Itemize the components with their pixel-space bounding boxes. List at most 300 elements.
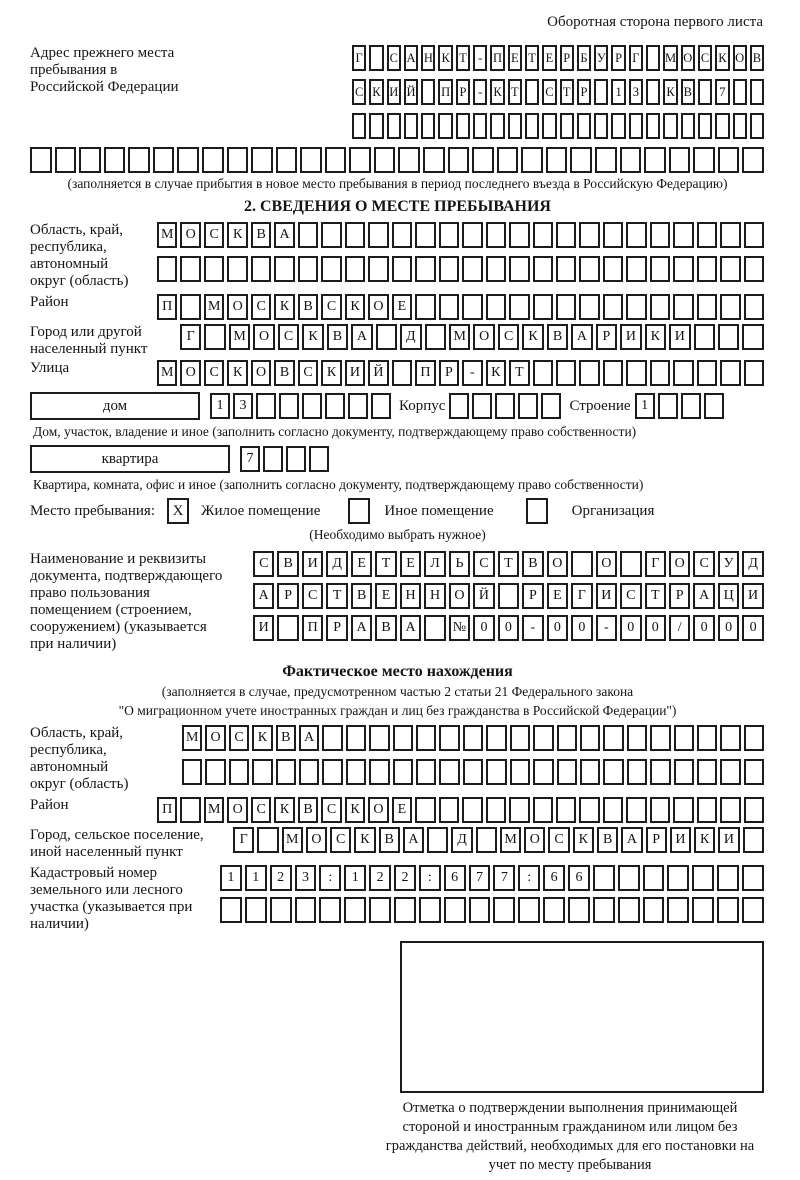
- char-cell: Ь: [449, 551, 470, 577]
- actual-city-label: Город, сельское поселение, иной населенный пункт: [30, 827, 204, 860]
- checkbox-residential: X: [167, 498, 189, 524]
- char-cell: Л: [424, 551, 445, 577]
- char-cell: 0: [547, 615, 568, 641]
- char-cell: К: [715, 45, 729, 71]
- char-cell: 7: [240, 446, 260, 472]
- char-cell: Р: [326, 615, 347, 641]
- char-cell: [579, 797, 599, 823]
- char-cell: [486, 294, 506, 320]
- char-cell: [650, 725, 670, 751]
- char-cell: [533, 294, 553, 320]
- char-cell: В: [351, 583, 372, 609]
- char-cell: [427, 827, 448, 853]
- char-cell: [594, 113, 608, 139]
- stamp-caption: Отметка о подтверждении выполнения принимающей стороной и иностранным гражданином или лицом без гражданства действий, необходимых для его постановки на учет по месту пребывания: [385, 1100, 755, 1173]
- char-cell: [439, 759, 459, 785]
- char-cell: [667, 897, 689, 923]
- char-cell: [742, 865, 764, 891]
- section2-title: 2. СВЕДЕНИЯ О МЕСТЕ ПРЕБЫВАНИЯ: [244, 198, 551, 215]
- char-cell: [697, 256, 717, 282]
- char-cell: М: [449, 324, 470, 350]
- char-cell: В: [522, 551, 543, 577]
- char-cell: К: [274, 294, 294, 320]
- char-cell: [533, 360, 553, 386]
- char-cell: П: [157, 797, 177, 823]
- char-cell: [627, 725, 647, 751]
- char-cell: К: [252, 725, 272, 751]
- char-cell: У: [718, 551, 739, 577]
- char-cell: [202, 147, 224, 173]
- char-cell: [644, 147, 666, 173]
- char-cell: Й: [368, 360, 388, 386]
- cadastre-label: Кадастровый номер земельного или лесного участка (указывается при наличии): [30, 865, 193, 932]
- char-cell: -: [473, 79, 487, 105]
- char-cell: [720, 725, 740, 751]
- char-cell: [180, 797, 200, 823]
- char-cell: [620, 551, 641, 577]
- char-cell: О: [227, 294, 247, 320]
- char-cell: Н: [421, 45, 435, 71]
- char-cell: О: [227, 797, 247, 823]
- char-cell: У: [594, 45, 608, 71]
- char-cell: [650, 222, 670, 248]
- char-cell: [415, 294, 435, 320]
- char-cell: [416, 725, 436, 751]
- char-cell: [744, 759, 764, 785]
- char-cell: К: [490, 79, 504, 105]
- district-label: Район: [30, 294, 69, 310]
- char-cell: Е: [400, 551, 421, 577]
- char-cell: [525, 79, 539, 105]
- char-cell: С: [204, 360, 224, 386]
- char-cell: [692, 897, 714, 923]
- char-cell: 2: [394, 865, 416, 891]
- char-cell: [673, 797, 693, 823]
- char-cell: А: [274, 222, 294, 248]
- char-cell: [594, 79, 608, 105]
- char-cell: И: [387, 79, 401, 105]
- char-cell: О: [180, 222, 200, 248]
- char-cell: [646, 45, 660, 71]
- actual-region-block: [30, 725, 765, 793]
- char-cell: [560, 113, 574, 139]
- char-cell: М: [229, 324, 250, 350]
- char-cell: [398, 147, 420, 173]
- char-cell: [546, 147, 568, 173]
- region-label: Область, край, республика, автономный округ (область): [30, 222, 129, 289]
- char-cell: [319, 897, 341, 923]
- char-cell: К: [486, 360, 506, 386]
- char-cell: [603, 222, 623, 248]
- char-cell: [595, 147, 617, 173]
- char-cell: [276, 147, 298, 173]
- char-cell: С: [693, 551, 714, 577]
- char-cell: [603, 294, 623, 320]
- char-cell: [498, 583, 519, 609]
- char-cell: Т: [560, 79, 574, 105]
- char-cell: [579, 256, 599, 282]
- city-block: [30, 324, 765, 358]
- char-cell: 1: [611, 79, 625, 105]
- char-cell: Г: [180, 324, 201, 350]
- char-cell: [646, 79, 660, 105]
- char-cell: М: [157, 222, 177, 248]
- char-cell: [557, 725, 577, 751]
- char-cell: К: [354, 827, 375, 853]
- char-cell: А: [404, 45, 418, 71]
- char-cell: С: [204, 222, 224, 248]
- char-cell: И: [253, 615, 274, 641]
- char-cell: С: [498, 324, 519, 350]
- char-cell: Е: [351, 551, 372, 577]
- stay-type-note: (Необходимо выбрать нужное): [309, 527, 486, 542]
- char-cell: [456, 113, 470, 139]
- char-cell: [439, 222, 459, 248]
- char-cell: М: [500, 827, 521, 853]
- char-cell: 1: [220, 865, 242, 891]
- char-cell: [620, 147, 642, 173]
- char-cell: [704, 393, 724, 419]
- actual-location-note-1: (заполняется в случае, предусмотренном частью 2 статьи 21 Федерального закона: [161, 684, 634, 699]
- char-cell: [733, 79, 747, 105]
- char-cell: [557, 759, 577, 785]
- char-cell: [416, 759, 436, 785]
- char-cell: А: [403, 827, 424, 853]
- char-cell: [744, 360, 764, 386]
- char-cell: [277, 615, 298, 641]
- char-cell: [462, 222, 482, 248]
- char-cell: Н: [424, 583, 445, 609]
- char-cell: Й: [473, 583, 494, 609]
- char-cell: /: [669, 615, 690, 641]
- char-cell: 6: [543, 865, 565, 891]
- document-label: Наименование и реквизиты документа, подтверждающего право пользования помещением (строением, сооружением) (указывается при наличии): [30, 551, 223, 652]
- char-cell: [425, 324, 446, 350]
- char-cell: О: [596, 551, 617, 577]
- char-cell: [462, 256, 482, 282]
- char-cell: [251, 147, 273, 173]
- char-cell: С: [387, 45, 401, 71]
- char-cell: [393, 725, 413, 751]
- char-cell: Р: [611, 45, 625, 71]
- char-cell: [392, 222, 412, 248]
- char-cell: [298, 256, 318, 282]
- char-cell: [556, 222, 576, 248]
- char-cell: В: [375, 615, 396, 641]
- actual-district-block: [30, 797, 765, 823]
- char-cell: С: [321, 797, 341, 823]
- char-cell: [486, 759, 506, 785]
- char-cell: [104, 147, 126, 173]
- char-cell: Т: [456, 45, 470, 71]
- char-cell: Р: [577, 79, 591, 105]
- char-cell: В: [298, 797, 318, 823]
- char-cell: [681, 113, 695, 139]
- char-cell: [473, 113, 487, 139]
- char-cell: К: [345, 294, 365, 320]
- char-cell: [533, 256, 553, 282]
- char-cell: [415, 256, 435, 282]
- char-cell: [568, 897, 590, 923]
- char-cell: [368, 256, 388, 282]
- char-cell: [718, 147, 740, 173]
- char-cell: [348, 393, 368, 419]
- char-cell: [518, 393, 538, 419]
- char-cell: [717, 897, 739, 923]
- char-cell: [462, 294, 482, 320]
- char-cell: [205, 759, 225, 785]
- char-cell: С: [542, 79, 556, 105]
- char-cell: [698, 79, 712, 105]
- char-cell: [157, 256, 177, 282]
- char-cell: Т: [525, 45, 539, 71]
- actual-region-label: Область, край, республика, автономный округ (область): [30, 725, 129, 792]
- char-cell: О: [253, 324, 274, 350]
- char-cell: [204, 256, 224, 282]
- char-cell: [629, 113, 643, 139]
- korpus-label: Корпус: [399, 397, 446, 414]
- char-cell: [556, 256, 576, 282]
- char-cell: [603, 360, 623, 386]
- char-cell: [345, 222, 365, 248]
- actual-location-note-2: "О миграционном учете иностранных граждан и лиц без гражданства в Российской Федерации"): [118, 703, 677, 718]
- char-cell: [495, 393, 515, 419]
- char-cell: Н: [400, 583, 421, 609]
- char-cell: [423, 147, 445, 173]
- char-cell: О: [681, 45, 695, 71]
- char-cell: [486, 797, 506, 823]
- actual-region-row-2: [182, 759, 764, 785]
- stroenie-label: Строение: [569, 397, 631, 414]
- char-cell: К: [274, 797, 294, 823]
- char-cell: В: [251, 222, 271, 248]
- char-cell: [415, 222, 435, 248]
- char-cell: Г: [629, 45, 643, 71]
- char-cell: Т: [509, 360, 529, 386]
- char-cell: [128, 147, 150, 173]
- char-cell: [497, 147, 519, 173]
- char-cell: В: [277, 551, 298, 577]
- char-cell: [263, 446, 283, 472]
- char-cell: 0: [498, 615, 519, 641]
- char-cell: К: [645, 324, 666, 350]
- char-cell: П: [438, 79, 452, 105]
- char-cell: [279, 393, 299, 419]
- char-cell: [643, 865, 665, 891]
- char-cell: [369, 45, 383, 71]
- char-cell: [204, 324, 225, 350]
- char-cell: К: [522, 324, 543, 350]
- char-cell: Г: [352, 45, 366, 71]
- char-cell: :: [319, 865, 341, 891]
- korpus-row: [449, 393, 561, 419]
- cadastre-block: [30, 865, 765, 933]
- char-cell: [387, 113, 401, 139]
- char-cell: Т: [508, 79, 522, 105]
- char-cell: [658, 393, 678, 419]
- char-cell: [646, 113, 660, 139]
- char-cell: П: [415, 360, 435, 386]
- char-cell: [486, 256, 506, 282]
- char-cell: [182, 759, 202, 785]
- char-cell: [533, 797, 553, 823]
- cadastre-row-2: [220, 897, 764, 923]
- char-cell: О: [524, 827, 545, 853]
- char-cell: [697, 797, 717, 823]
- char-cell: [693, 147, 715, 173]
- char-cell: Р: [456, 79, 470, 105]
- char-cell: Р: [277, 583, 298, 609]
- char-cell: И: [669, 324, 690, 350]
- actual-region-row-1: [182, 725, 764, 751]
- char-cell: С: [251, 797, 271, 823]
- char-cell: [444, 897, 466, 923]
- char-cell: Д: [400, 324, 421, 350]
- char-cell: Р: [646, 827, 667, 853]
- char-cell: [321, 256, 341, 282]
- char-cell: С: [298, 360, 318, 386]
- actual-district-row: [157, 797, 764, 823]
- stay-type-block: [30, 498, 765, 524]
- char-cell: [603, 725, 623, 751]
- prev-address-grid: [352, 45, 764, 139]
- char-cell: [669, 147, 691, 173]
- prev-address-row-4: [30, 147, 764, 173]
- char-cell: [274, 256, 294, 282]
- char-cell: [750, 79, 764, 105]
- char-cell: [30, 147, 52, 173]
- prev-address-block: [30, 45, 765, 139]
- region-block: [30, 222, 765, 290]
- char-cell: Т: [375, 551, 396, 577]
- char-cell: А: [253, 583, 274, 609]
- char-cell: [392, 360, 412, 386]
- other-premises-label: Иное помещение: [384, 502, 494, 519]
- char-cell: [720, 360, 740, 386]
- char-cell: 3: [295, 865, 317, 891]
- prev-address-note: (заполняется в случае прибытия в новое место пребывания в период последнего въезда в Российскую Федерацию): [67, 176, 728, 191]
- char-cell: С: [473, 551, 494, 577]
- char-cell: [298, 222, 318, 248]
- char-cell: [371, 393, 391, 419]
- char-cell: Т: [645, 583, 666, 609]
- char-cell: [438, 113, 452, 139]
- char-cell: О: [547, 551, 568, 577]
- char-cell: [720, 797, 740, 823]
- city-label: Город или другой населенный пункт: [30, 324, 148, 357]
- char-cell: [720, 294, 740, 320]
- char-cell: [472, 393, 492, 419]
- stroenie-row: [635, 393, 724, 419]
- char-cell: [626, 797, 646, 823]
- char-cell: [153, 147, 175, 173]
- char-cell: [673, 360, 693, 386]
- char-cell: [439, 294, 459, 320]
- char-cell: [667, 865, 689, 891]
- char-cell: [650, 360, 670, 386]
- char-cell: [580, 759, 600, 785]
- char-cell: -: [462, 360, 482, 386]
- char-cell: О: [669, 551, 690, 577]
- char-cell: [325, 393, 345, 419]
- char-cell: 0: [571, 615, 592, 641]
- char-cell: С: [352, 79, 366, 105]
- char-cell: [180, 256, 200, 282]
- char-cell: Е: [508, 45, 522, 71]
- char-cell: [472, 147, 494, 173]
- char-cell: И: [718, 827, 739, 853]
- char-cell: [697, 222, 717, 248]
- char-cell: [322, 725, 342, 751]
- char-cell: [643, 897, 665, 923]
- char-cell: [369, 725, 389, 751]
- char-cell: [720, 222, 740, 248]
- char-cell: Е: [392, 294, 412, 320]
- char-cell: Е: [547, 583, 568, 609]
- char-cell: [229, 759, 249, 785]
- char-cell: [579, 360, 599, 386]
- char-cell: [681, 393, 701, 419]
- char-cell: [626, 222, 646, 248]
- char-cell: :: [518, 865, 540, 891]
- char-cell: П: [157, 294, 177, 320]
- char-cell: [744, 725, 764, 751]
- char-cell: [543, 897, 565, 923]
- apartment-block: [30, 445, 765, 473]
- char-cell: [697, 360, 717, 386]
- char-cell: [439, 725, 459, 751]
- document-row-2: [253, 583, 764, 609]
- checkbox-other-premises: [348, 498, 370, 524]
- prev-address-row-3: [352, 113, 764, 139]
- char-cell: 1: [635, 393, 655, 419]
- char-cell: [698, 113, 712, 139]
- char-cell: М: [282, 827, 303, 853]
- char-cell: Ц: [718, 583, 739, 609]
- char-cell: [533, 759, 553, 785]
- char-cell: [270, 897, 292, 923]
- char-cell: -: [473, 45, 487, 71]
- char-cell: 0: [620, 615, 641, 641]
- char-cell: [476, 827, 497, 853]
- char-cell: [744, 256, 764, 282]
- char-cell: [542, 113, 556, 139]
- char-cell: -: [596, 615, 617, 641]
- char-cell: М: [663, 45, 677, 71]
- actual-city-block: [30, 827, 765, 861]
- char-cell: [720, 256, 740, 282]
- char-cell: [463, 759, 483, 785]
- char-cell: Т: [498, 551, 519, 577]
- char-cell: 7: [715, 79, 729, 105]
- char-cell: В: [547, 324, 568, 350]
- house-caption: Дом, участок, владение и иное (заполнить согласно документу, подтверждающему право собственности): [33, 424, 637, 439]
- checkbox-organization: [526, 498, 548, 524]
- char-cell: [419, 897, 441, 923]
- char-cell: [673, 222, 693, 248]
- char-cell: Р: [560, 45, 574, 71]
- char-cell: [309, 446, 329, 472]
- char-cell: [717, 865, 739, 891]
- char-cell: [227, 256, 247, 282]
- char-cell: [674, 725, 694, 751]
- char-cell: [486, 222, 506, 248]
- char-cell: [286, 446, 306, 472]
- char-cell: Р: [669, 583, 690, 609]
- char-cell: К: [227, 360, 247, 386]
- char-cell: [424, 615, 445, 641]
- char-cell: [439, 797, 459, 823]
